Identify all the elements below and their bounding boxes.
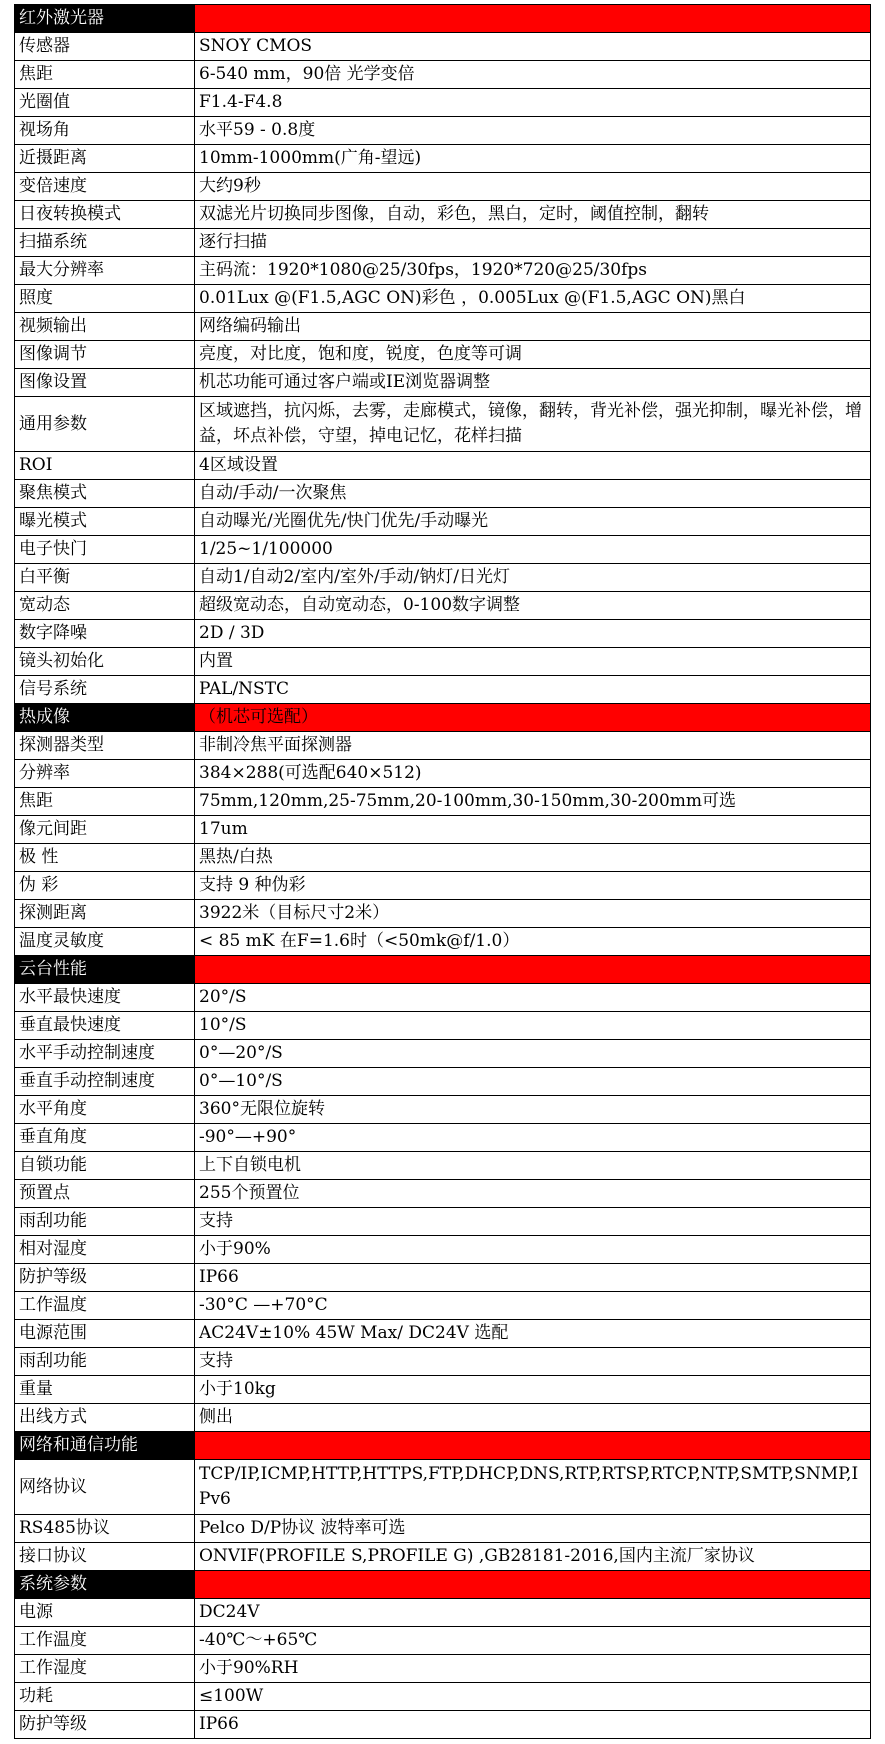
spec-label: 垂直角度 [15,1124,195,1152]
spec-row [15,984,871,1012]
spec-label: 出线方式 [15,1404,195,1432]
spec-value: 0°—10°/S [195,1068,871,1096]
spec-row [15,341,871,369]
spec-label: 温度灵敏度 [15,928,195,956]
spec-label: 日夜转换模式 [15,201,195,229]
spec-value: 自动/手动/一次聚焦 [195,480,871,508]
spec-label: 水平角度 [15,1096,195,1124]
spec-row [15,760,871,788]
spec-row [15,872,871,900]
spec-label: 垂直手动控制速度 [15,1068,195,1096]
section-header-row [15,704,871,732]
spec-label: 最大分辨率 [15,257,195,285]
spec-value: DC24V [195,1599,871,1627]
spec-row [15,201,871,229]
spec-row [15,1320,871,1348]
spec-row [15,1124,871,1152]
spec-row [15,1180,871,1208]
spec-row [15,480,871,508]
spec-value: 上下自锁电机 [195,1152,871,1180]
spec-value: 小于10kg [195,1376,871,1404]
spec-value: -30°C —+70°C [195,1292,871,1320]
spec-value: 1/25~1/100000 [195,536,871,564]
spec-row [15,145,871,173]
spec-label: 雨刮功能 [15,1208,195,1236]
spec-row [15,1711,871,1739]
spec-label: 电源 [15,1599,195,1627]
spec-value: 支持 [195,1348,871,1376]
spec-row [15,117,871,145]
spec-value: 255个预置位 [195,1180,871,1208]
spec-label: 宽动态 [15,592,195,620]
spec-row [15,89,871,117]
spec-label: 工作温度 [15,1627,195,1655]
section-header-row [15,956,871,984]
spec-value: 侧出 [195,1404,871,1432]
spec-value: 亮度，对比度，饱和度，锐度，色度等可调 [195,341,871,369]
spec-row [15,369,871,397]
spec-label: 雨刮功能 [15,1348,195,1376]
spec-label: 防护等级 [15,1264,195,1292]
spec-row [15,900,871,928]
spec-value: 0.01Lux @(F1.5,AGC ON)彩色 ，0.005Lux @(F1.5,AGC ON)黑白 [195,285,871,313]
spec-label: 通用参数 [15,397,195,452]
spec-table [14,4,871,1739]
spec-row [15,1040,871,1068]
spec-label: 信号系统 [15,676,195,704]
spec-row [15,1543,871,1571]
spec-table-body [15,5,871,1739]
spec-label: 图像调节 [15,341,195,369]
spec-value: PAL/NSTC [195,676,871,704]
spec-row [15,285,871,313]
spec-label: 视频输出 [15,313,195,341]
spec-value: 逐行扫描 [195,229,871,257]
spec-label: 聚焦模式 [15,480,195,508]
section-note [195,1432,871,1460]
spec-row [15,732,871,760]
spec-value: 2D / 3D [195,620,871,648]
spec-value: -40℃～+65℃ [195,1627,871,1655]
spec-label: 防护等级 [15,1711,195,1739]
spec-row [15,1515,871,1543]
spec-value: -90°—+90° [195,1124,871,1152]
spec-label: 光圈值 [15,89,195,117]
spec-value: 17um [195,816,871,844]
section-title: 红外激光器 [15,5,195,33]
spec-row [15,397,871,452]
spec-label: 数字降噪 [15,620,195,648]
spec-label: 工作温度 [15,1292,195,1320]
spec-row [15,648,871,676]
section-note: （机芯可选配） [195,704,871,732]
spec-value: IP66 [195,1264,871,1292]
spec-value: 主码流：1920*1080@25/30fps，1920*720@25/30fps [195,257,871,285]
spec-row [15,592,871,620]
section-note [195,5,871,33]
spec-value: Pelco D/P协议 波特率可选 [195,1515,871,1543]
spec-row [15,1068,871,1096]
spec-row [15,508,871,536]
spec-value: SNOY CMOS [195,33,871,61]
spec-row [15,564,871,592]
spec-label: 水平手动控制速度 [15,1040,195,1068]
spec-row [15,1627,871,1655]
section-title: 云台性能 [15,956,195,984]
spec-label: 网络协议 [15,1460,195,1515]
spec-label: 伪 彩 [15,872,195,900]
spec-row [15,1655,871,1683]
spec-value: 20°/S [195,984,871,1012]
spec-value: 非制冷焦平面探测器 [195,732,871,760]
spec-label: 探测距离 [15,900,195,928]
spec-row [15,1236,871,1264]
spec-label: 水平最快速度 [15,984,195,1012]
spec-row [15,1152,871,1180]
spec-label: ROI [15,452,195,480]
spec-value: 黑热/白热 [195,844,871,872]
spec-row [15,1348,871,1376]
spec-value: IP66 [195,1711,871,1739]
spec-row [15,1460,871,1515]
spec-row [15,313,871,341]
spec-label: 焦距 [15,61,195,89]
spec-label: 电子快门 [15,536,195,564]
spec-label: RS485协议 [15,1515,195,1543]
spec-row [15,1012,871,1040]
spec-label: 变倍速度 [15,173,195,201]
spec-label: 功耗 [15,1683,195,1711]
spec-row [15,1683,871,1711]
spec-label: 极 性 [15,844,195,872]
spec-value: 双滤光片切换同步图像，自动，彩色，黑白，定时，阈值控制，翻转 [195,201,871,229]
spec-label: 探测器类型 [15,732,195,760]
spec-row [15,229,871,257]
spec-value: 支持 9 种伪彩 [195,872,871,900]
section-header-row [15,1432,871,1460]
section-title: 热成像 [15,704,195,732]
spec-label: 接口协议 [15,1543,195,1571]
spec-value: 6-540 mm，90倍 光学变倍 [195,61,871,89]
spec-row [15,844,871,872]
spec-value: < 85 mK 在F=1.6时（<50mk@f/1.0） [195,928,871,956]
spec-value: 75mm,120mm,25-75mm,20-100mm,30-150mm,30-200mm可选 [195,788,871,816]
spec-value: 3922米（目标尺寸2米） [195,900,871,928]
spec-label: 预置点 [15,1180,195,1208]
spec-row [15,173,871,201]
spec-label: 自锁功能 [15,1152,195,1180]
section-header-row [15,5,871,33]
spec-value: 小于90% [195,1236,871,1264]
spec-row [15,676,871,704]
spec-row [15,61,871,89]
spec-row [15,1292,871,1320]
section-note [195,1571,871,1599]
spec-value: F1.4-F4.8 [195,89,871,117]
spec-value: ≤100W [195,1683,871,1711]
spec-row [15,1599,871,1627]
spec-value: 内置 [195,648,871,676]
spec-row [15,1376,871,1404]
spec-label: 焦距 [15,788,195,816]
spec-row [15,1404,871,1432]
spec-label: 镜头初始化 [15,648,195,676]
spec-row [15,33,871,61]
spec-value: 自动1/自动2/室内/室外/手动/钠灯/日光灯 [195,564,871,592]
spec-value: 384×288(可选配640×512) [195,760,871,788]
spec-row [15,816,871,844]
spec-label: 照度 [15,285,195,313]
spec-label: 图像设置 [15,369,195,397]
spec-row [15,928,871,956]
spec-value: ONVIF(PROFILE S,PROFILE G) ,GB28181-2016,国内主流厂家协议 [195,1543,871,1571]
spec-row [15,257,871,285]
spec-value: TCP/IP,ICMP,HTTP,HTTPS,FTP,DHCP,DNS,RTP,RTSP,RTCP,NTP,SMTP,SNMP,IPv6 [195,1460,871,1515]
spec-row [15,1096,871,1124]
spec-label: 视场角 [15,117,195,145]
spec-label: 传感器 [15,33,195,61]
spec-label: 像元间距 [15,816,195,844]
spec-value: 区域遮挡，抗闪烁，去雾，走廊模式，镜像，翻转，背光补偿，强光抑制，曝光补偿，增益，坏点补偿，守望，掉电记忆，花样扫描 [195,397,871,452]
spec-value: 水平59 - 0.8度 [195,117,871,145]
spec-row [15,620,871,648]
spec-label: 曝光模式 [15,508,195,536]
spec-label: 近摄距离 [15,145,195,173]
spec-label: 分辨率 [15,760,195,788]
spec-label: 电源范围 [15,1320,195,1348]
spec-value: 大约9秒 [195,173,871,201]
spec-row [15,536,871,564]
spec-value: 360°无限位旋转 [195,1096,871,1124]
spec-label: 工作湿度 [15,1655,195,1683]
spec-value: 网络编码输出 [195,313,871,341]
spec-value: 小于90%RH [195,1655,871,1683]
spec-value: 超级宽动态，自动宽动态，0-100数字调整 [195,592,871,620]
spec-value: 自动曝光/光圈优先/快门优先/手动曝光 [195,508,871,536]
section-title: 系统参数 [15,1571,195,1599]
spec-value: 0°—20°/S [195,1040,871,1068]
spec-value: 机芯功能可通过客户端或IE浏览器调整 [195,369,871,397]
spec-label: 相对湿度 [15,1236,195,1264]
spec-value: 支持 [195,1208,871,1236]
spec-label: 白平衡 [15,564,195,592]
spec-row [15,788,871,816]
section-note [195,956,871,984]
spec-row [15,1264,871,1292]
section-title: 网络和通信功能 [15,1432,195,1460]
spec-label: 垂直最快速度 [15,1012,195,1040]
spec-row [15,1208,871,1236]
spec-label: 重量 [15,1376,195,1404]
spec-value: 10mm-1000mm(广角-望远) [195,145,871,173]
spec-value: 4区域设置 [195,452,871,480]
section-header-row [15,1571,871,1599]
spec-label: 扫描系统 [15,229,195,257]
spec-row [15,452,871,480]
spec-value: 10°/S [195,1012,871,1040]
spec-value: AC24V±10% 45W Max/ DC24V 选配 [195,1320,871,1348]
